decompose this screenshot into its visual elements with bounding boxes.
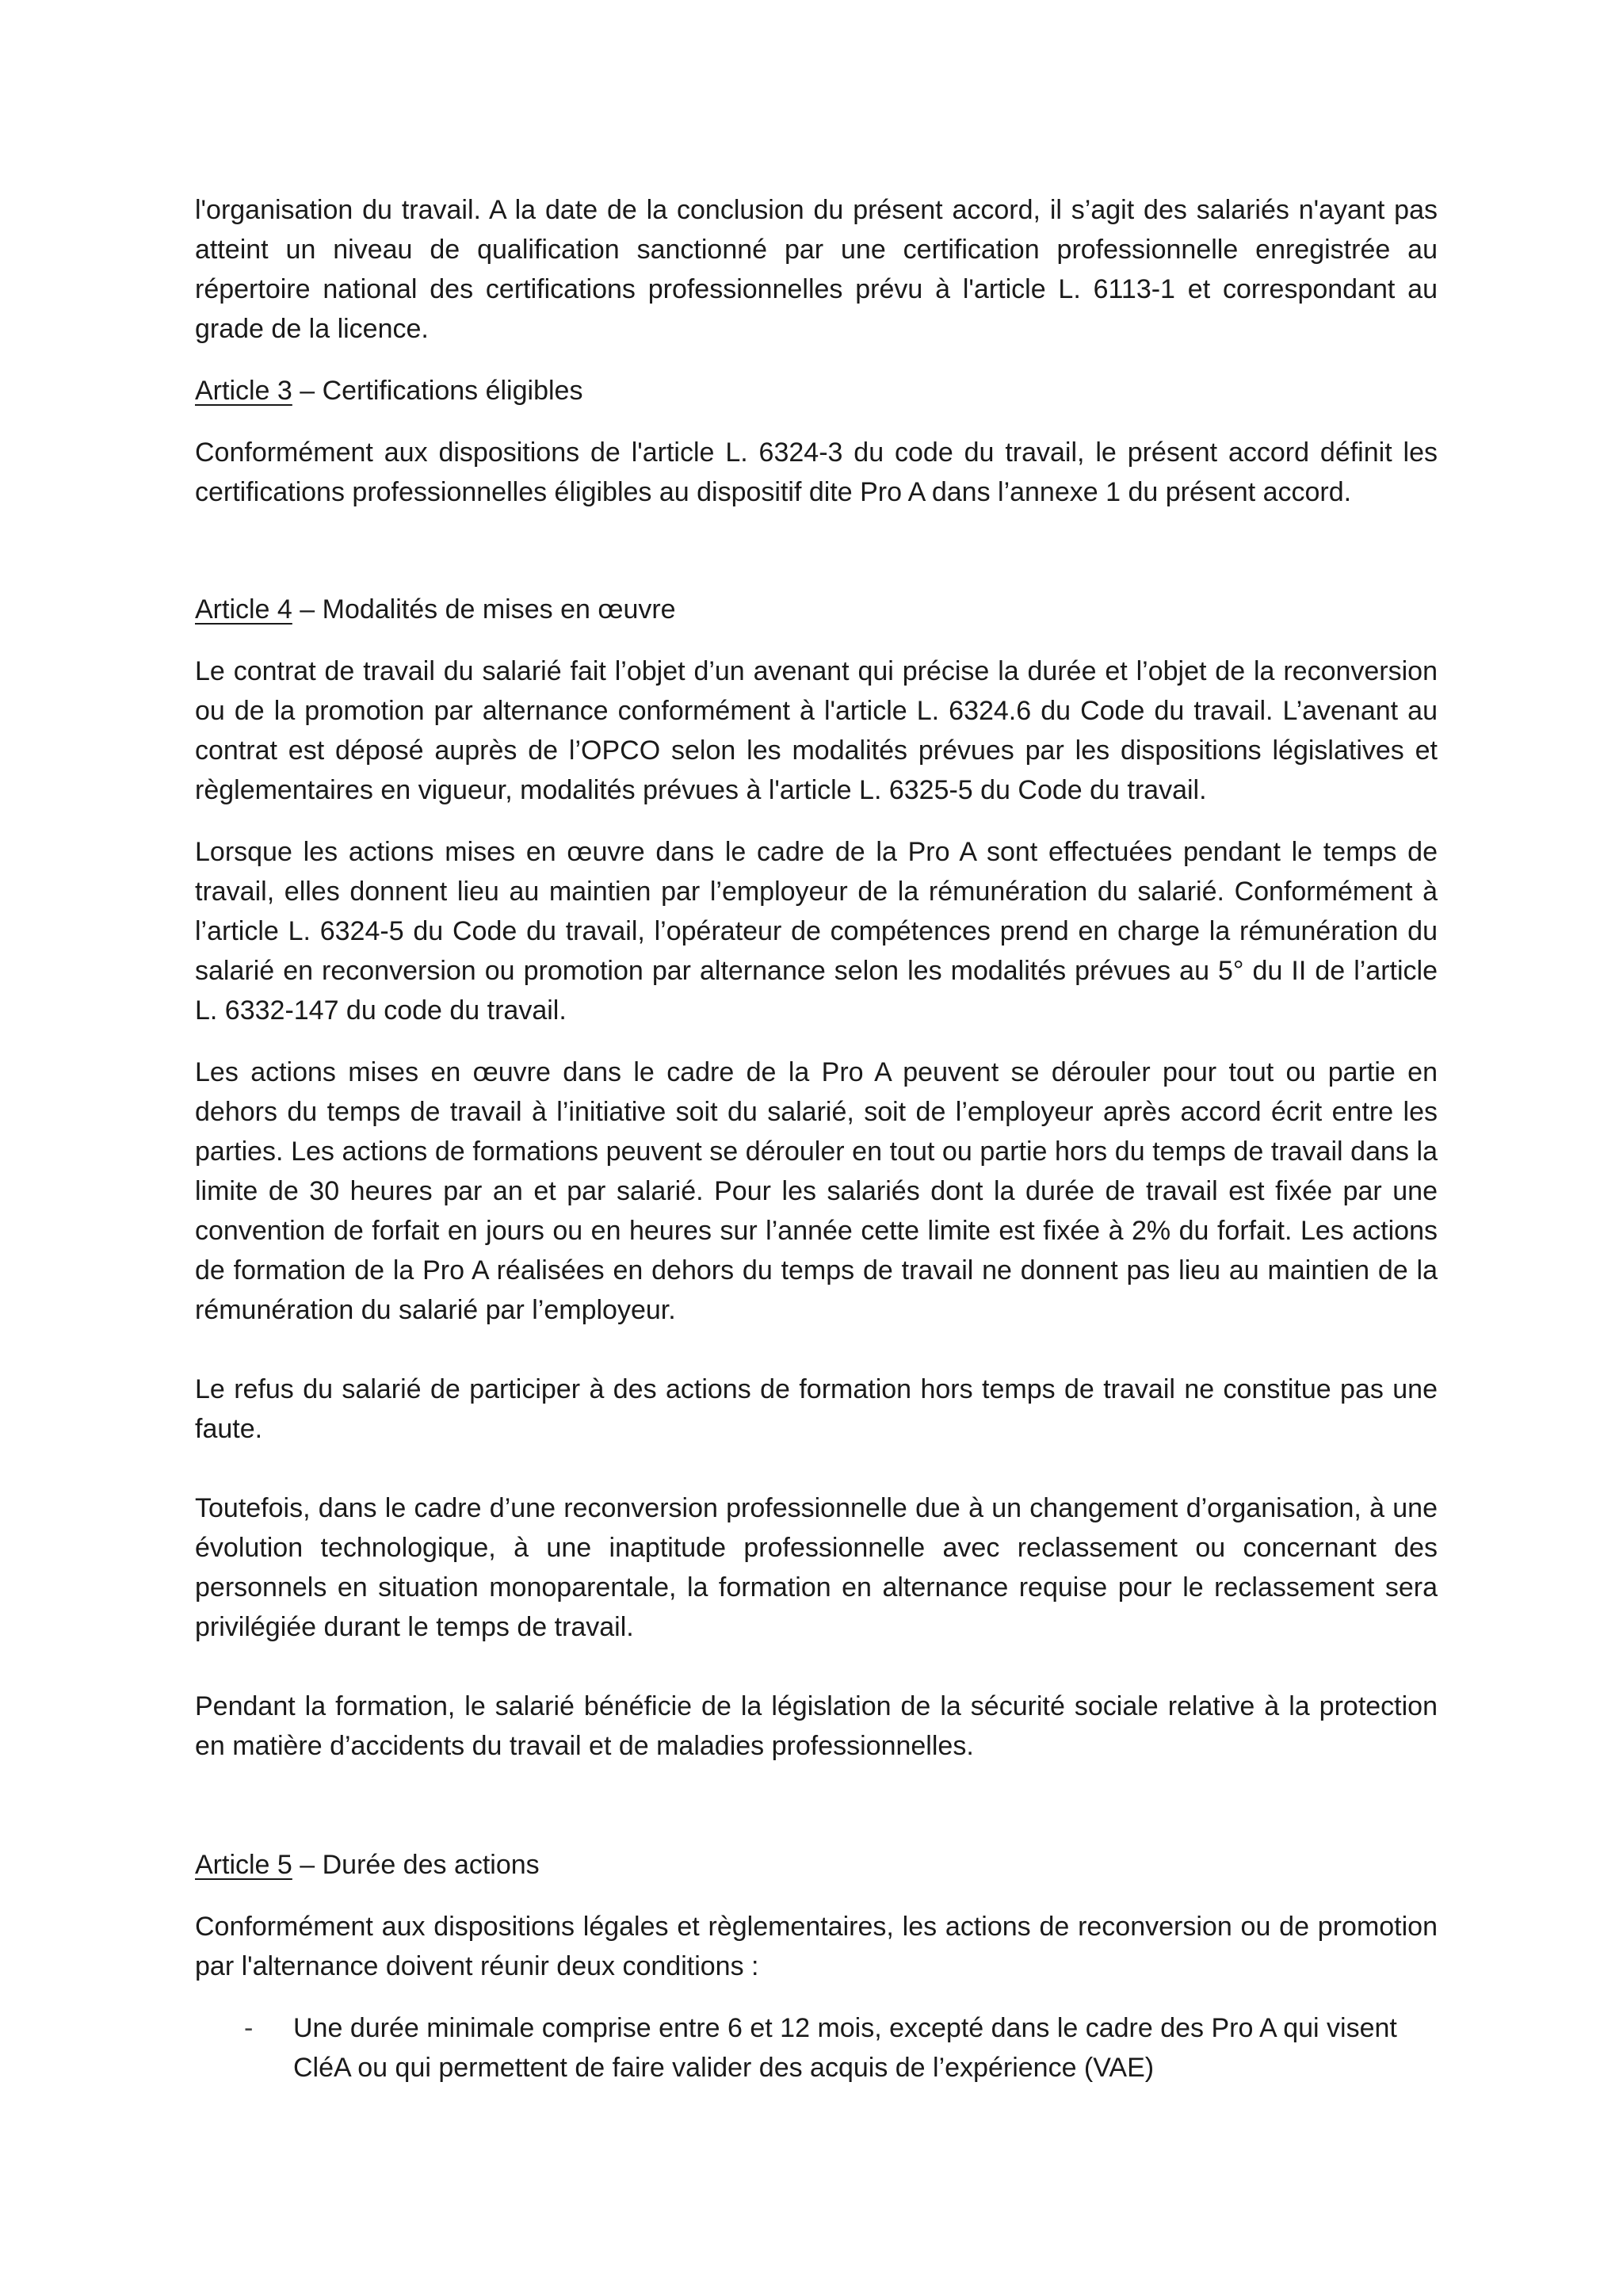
paragraph-conditions: Conformément aux dispositions légales et règlementaires, les actions de reconversion ou de promotion par l'alternance doivent réunir deux conditions :: [195, 1912, 1438, 1981]
paragraph-reconversion: Toutefois, dans le cadre d’une reconversion professionnelle due à un changement d’organisation, à une évolution technologique, à une inaptitude professionnelle avec reclassement ou concernant des personnels en situation monoparentale, la formation en alternance requise pour le reclassement sera privilégiée durant le temps de travail.: [195, 1493, 1438, 1642]
article-3-title: – Certifications éligibles: [292, 376, 583, 406]
paragraph-avenant: Le contrat de travail du salarié fait l’objet d’un avenant qui précise la durée et l’objet de la reconversion ou de la promotion par alternance conformément à l'article L. 6324.6 du Code du travail. L’avenant au contrat est déposé auprès de l’OPCO selon les modalités prévues par les dispositions législatives et règlementaires en vigueur, modalités prévues à l'article L. 6325-5 du Code du travail.: [195, 656, 1438, 805]
paragraph-continuation: l'organisation du travail. A la date de la conclusion du présent accord, il s’agit des salariés n'ayant pas atteint un niveau de qualification sanctionné par une certification professionnelle enregistrée au répertoire national des certifications professionnelles prévu à l'article L. 6113-1 et correspondant au grade de la licence.: [195, 195, 1438, 344]
paragraph-hors-temps: Les actions mises en œuvre dans le cadre de la Pro A peuvent se dérouler pour tout ou partie en dehors du temps de travail à l’initiative soit du salarié, soit de l’employeur après accord écrit entre les parties. Les actions de formations peuvent se dérouler en tout ou partie hors du temps de travail dans la limite de 30 heures par an et par salarié. Pour les salariés dont la durée de travail est fixée par une convention de forfait en jours ou en heures sur l’année cette limite est fixée à 2% du forfait. Les actions de formation de la Pro A réalisées en dehors du temps de travail ne donnent pas lieu au maintien de la rémunération du salarié par l’employeur.: [195, 1057, 1438, 1325]
bullet-marker: -: [244, 2013, 254, 2043]
article-5-heading: [195, 1845, 1438, 1885]
paragraph-securite-sociale: Pendant la formation, le salarié bénéficie de la législation de la sécurité sociale relative à la protection en matière d’accidents du travail et de maladies professionnelles.: [195, 1691, 1438, 1761]
document-body: [195, 190, 1438, 2088]
article-4-heading: [195, 590, 1438, 629]
paragraph-refus: Le refus du salarié de participer à des actions de formation hors temps de travail ne constitue pas une faute.: [195, 1374, 1438, 1444]
article-3-label: Article 3: [195, 376, 292, 406]
article-5-label: Article 5: [195, 1850, 292, 1880]
article-4-label: Article 4: [195, 594, 292, 625]
list-item: [195, 2008, 1438, 2088]
list-item-text: Une durée minimale comprise entre 6 et 12 mois, excepté dans le cadre des Pro A qui visent CléA ou qui permettent de faire valider des acquis de l’expérience (VAE): [293, 2013, 1397, 2083]
paragraph-certifications: Conformément aux dispositions de l'article L. 6324-3 du code du travail, le présent accord définit les certifications professionnelles éligibles au dispositif dite Pro A dans l’annexe 1 du présent accord.: [195, 437, 1438, 507]
article-5-title: – Durée des actions: [292, 1850, 540, 1880]
article-3-heading: [195, 371, 1438, 411]
article-4-title: – Modalités de mises en œuvre: [292, 594, 676, 625]
paragraph-remuneration: Lorsque les actions mises en œuvre dans le cadre de la Pro A sont effectuées pendant le temps de travail, elles donnent lieu au maintien par l’employeur de la rémunération du salarié. Conformément à l’article L. 6324-5 du Code du travail, l’opérateur de compétences prend en charge la rémunération du salarié en reconversion ou promotion par alternance selon les modalités prévues au 5° du II de l’article L. 6332-147 du code du travail.: [195, 837, 1438, 1026]
